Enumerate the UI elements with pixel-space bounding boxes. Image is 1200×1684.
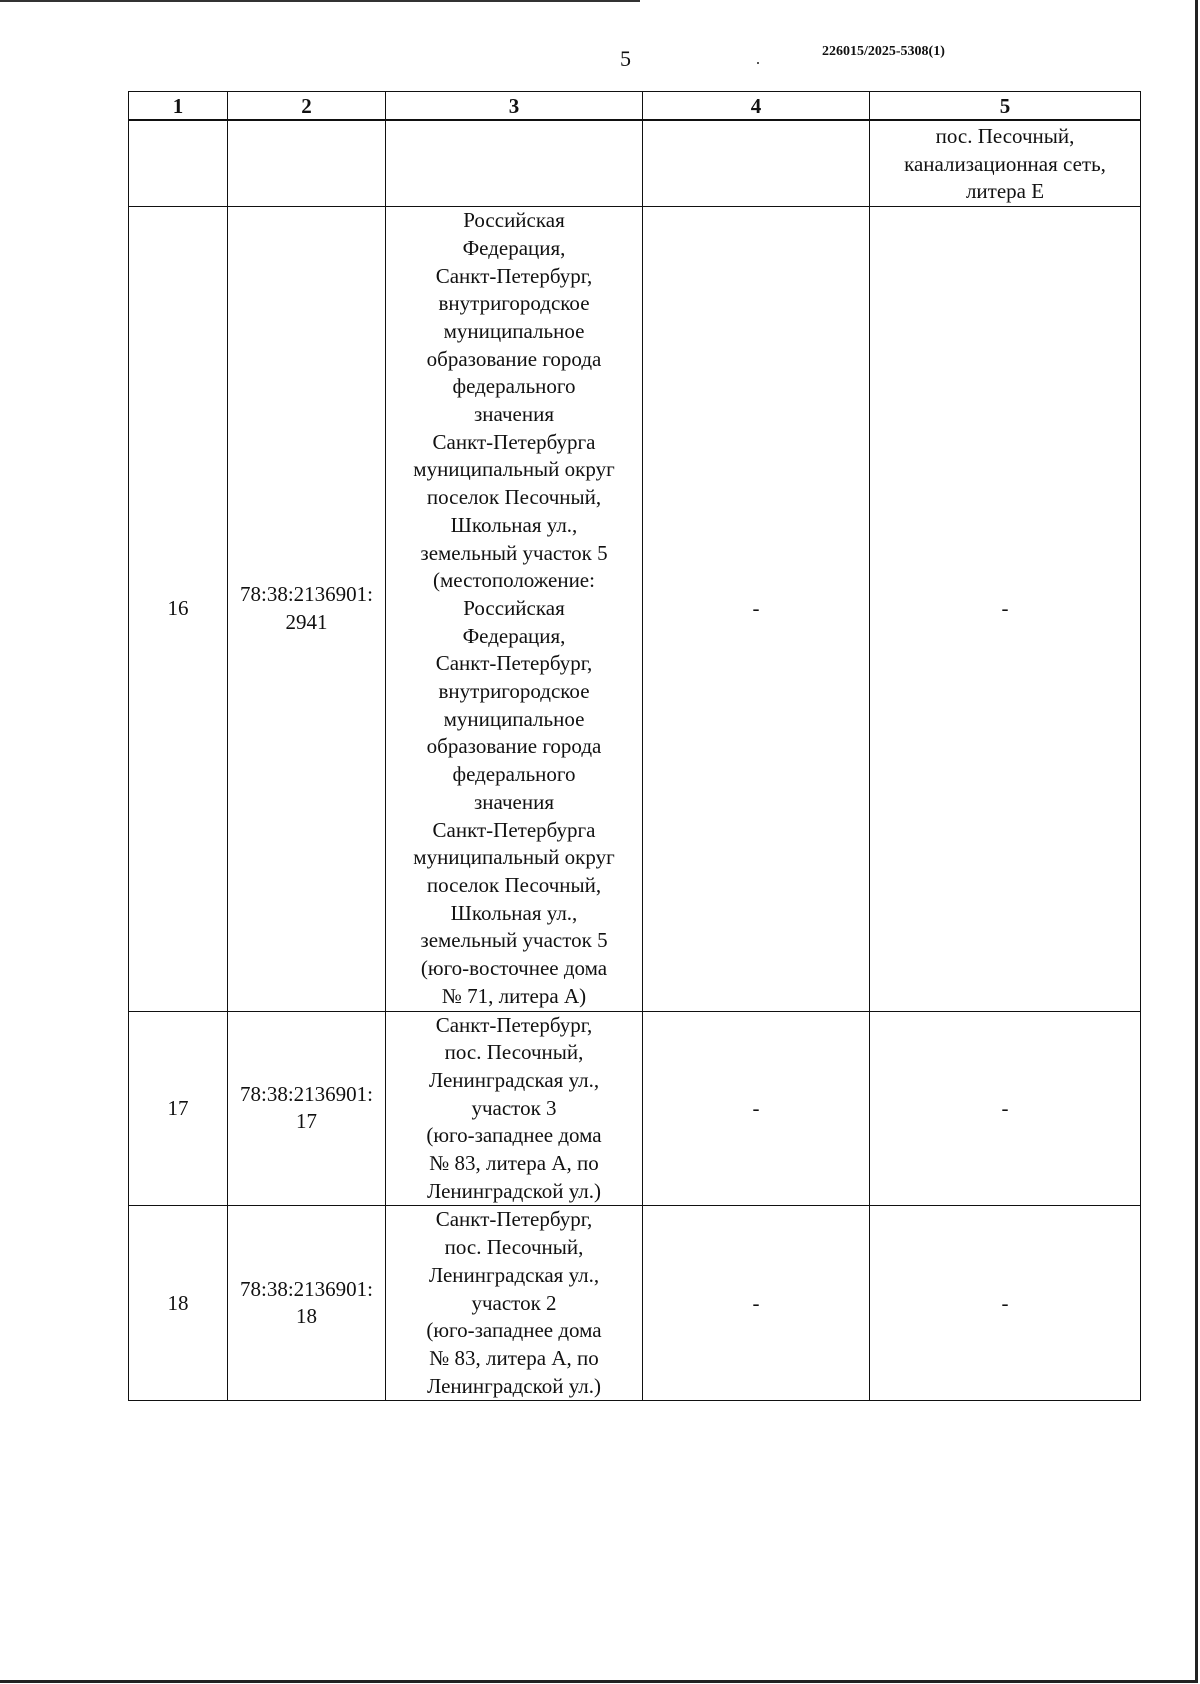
- table-row: [129, 1206, 1141, 1401]
- cell-column-4: -: [643, 207, 870, 1011]
- scan-artifact-dot: [757, 62, 759, 64]
- cell-column-4: [643, 120, 870, 207]
- table-row: [129, 207, 1141, 1011]
- document-id: 226015/2025-5308(1): [822, 44, 945, 59]
- scan-edge-line: [0, 0, 640, 2]
- column-header-2: 2: [228, 92, 386, 121]
- cell-column-4: -: [643, 1011, 870, 1206]
- cell-column-5: -: [870, 1206, 1141, 1401]
- table-row: [129, 1011, 1141, 1206]
- cell-column-5: -: [870, 1011, 1141, 1206]
- column-header-3: 3: [386, 92, 643, 121]
- cell-cadastral-number: 78:38:2136901: 17: [228, 1011, 386, 1206]
- column-header-1: 1: [129, 92, 228, 121]
- cell-address: Российская Федерация, Санкт-Петербург, внутригородское муниципальное образование города федерального значения Санкт-Петербурга муниципальный округ поселок Песочный, Школьная ул., земельный участок 5 (местоположение: Российская Федерация, Санкт-Петербург, внутригородское муниципальное образование города федерального значения Санкт-Петербурга муниципальный округ поселок Песочный, Школьная ул., земельный участок 5 (юго-восточнее дома № 71, литера А): [386, 207, 643, 1011]
- table-header-row: [129, 92, 1141, 121]
- cell-address: [386, 120, 643, 207]
- cell-column-5: пос. Песочный, канализационная сеть, литера Е: [870, 120, 1141, 207]
- cell-address: Санкт-Петербург, пос. Песочный, Ленинградская ул., участок 2 (юго-западнее дома № 83, литера А, по Ленинградской ул.): [386, 1206, 643, 1401]
- cell-number: 17: [129, 1011, 228, 1206]
- cell-number: [129, 120, 228, 207]
- cell-cadastral-number: 78:38:2136901: 2941: [228, 207, 386, 1011]
- cell-address: Санкт-Петербург, пос. Песочный, Ленинградская ул., участок 3 (юго-западнее дома № 83, литера А, по Ленинградской ул.): [386, 1011, 643, 1206]
- cell-number: 18: [129, 1206, 228, 1401]
- cell-cadastral-number: [228, 120, 386, 207]
- column-header-4: 4: [643, 92, 870, 121]
- cell-cadastral-number: 78:38:2136901: 18: [228, 1206, 386, 1401]
- page-number: 5: [620, 46, 631, 71]
- table-row: [129, 120, 1141, 207]
- column-header-5: 5: [870, 92, 1141, 121]
- land-plots-table: [128, 91, 1141, 1401]
- cell-number: 16: [129, 207, 228, 1011]
- cell-column-5: -: [870, 207, 1141, 1011]
- cell-column-4: -: [643, 1206, 870, 1401]
